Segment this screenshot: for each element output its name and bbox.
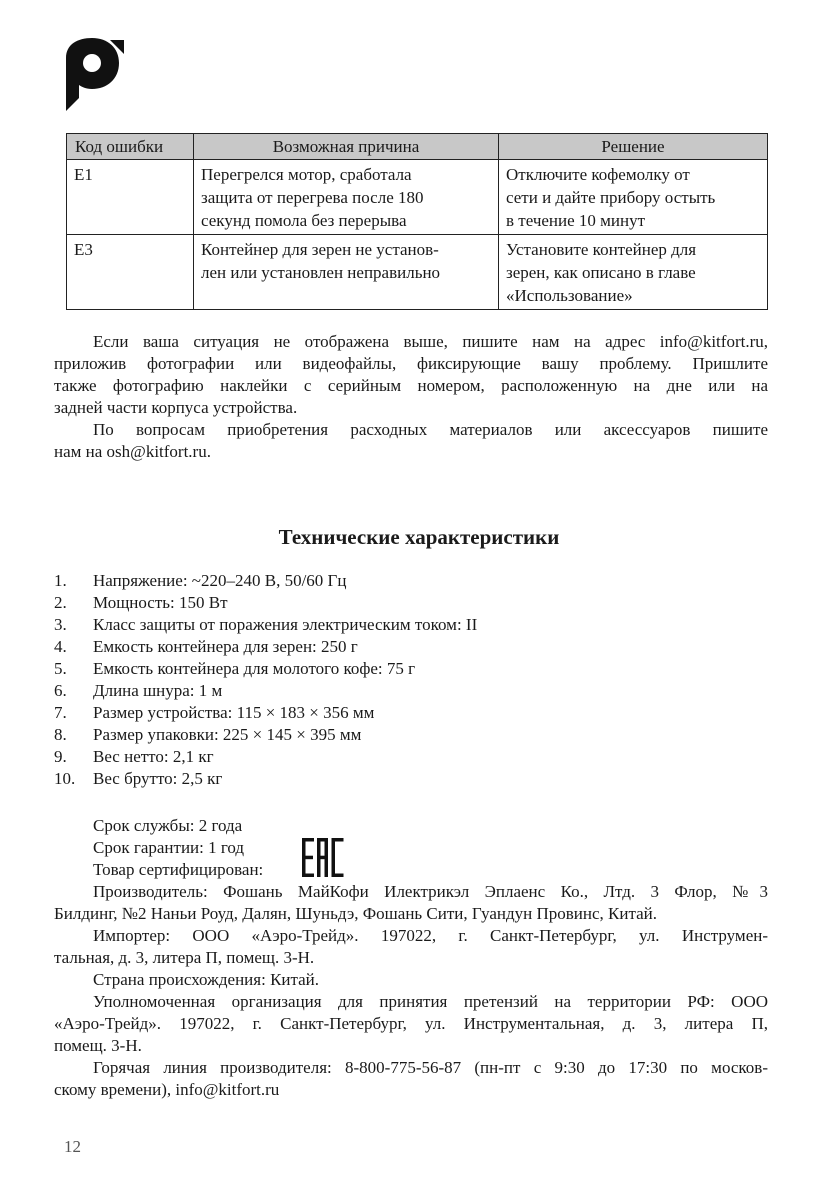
cause-cell: Перегрелся мотор, сработала защита от перегрева после 180 секунд помола без перерыва: [194, 160, 499, 235]
header-solution: Решение: [499, 134, 768, 160]
list-item: 3. Класс защиты от поражения электрическим током: II: [54, 615, 478, 634]
list-item: 1. Напряжение: ~220–240 В, 50/60 Гц: [54, 571, 347, 590]
list-item: 7. Размер устройства: 115 × 183 × 356 мм: [54, 703, 375, 722]
accessories-paragraph: По вопросам приобретения расходных материалов или аксессуаров пишите нам на osh@kitfort.ru.: [54, 420, 768, 461]
authorized-org-paragraph: Уполномоченная организация для принятия претензий на территории РФ: ООО «Аэро-Трейд». 197022, г. Санкт-Петербург, ул. Инструментальная, д. 3, литера П, помещ. 3-Н.: [54, 992, 768, 1055]
service-life: Срок службы: 2 года: [93, 816, 243, 835]
list-item: 6. Длина шнура: 1 м: [54, 681, 223, 700]
country-of-origin: Страна происхождения: Китай.: [93, 970, 320, 989]
importer-paragraph: Импортер: ООО «Аэро-Трейд». 197022, г. Санкт-Петербург, ул. Инструмен- тальная, д. 3, литера П, помещ. 3-Н.: [54, 926, 768, 967]
error-codes-table: [66, 133, 768, 310]
solution-cell: Отключите кофемолку от сети и дайте прибору остыть в течение 10 минут: [499, 160, 768, 235]
list-item: 2. Мощность: 150 Вт: [54, 593, 228, 612]
page-number: 12: [64, 1137, 81, 1156]
list-item: 8. Размер упаковки: 225 × 145 × 395 мм: [54, 725, 362, 744]
solution-cell: Установите контейнер для зерен, как описано в главе «Использование»: [499, 235, 768, 310]
list-item: 10. Вес брутто: 2,5 кг: [54, 769, 223, 788]
table-row: [67, 160, 768, 235]
eac-mark-icon: [302, 838, 344, 877]
error-code-cell: E3: [67, 235, 194, 310]
specs-list: [54, 570, 477, 790]
table-row: [67, 235, 768, 310]
hotline-paragraph: Горячая линия производителя: 8-800-775-56-87 (пн-пт с 9:30 до 17:30 по москов- скому времени), info@kitfort.ru: [54, 1058, 768, 1099]
list-item: 9. Вес нетто: 2,1 кг: [54, 747, 214, 766]
specs-title: Технические характеристики: [278, 525, 560, 549]
header-error-code: Код ошибки: [67, 134, 194, 160]
manufacturer-paragraph: Производитель: Фошань МайКофи Илектрикэл Эплаенс Ко., Лтд. 3 Флор, №3 Билдинг, №2 Наньи Роуд, Далян, Шуньдэ, Фошань Сити, Гуандун Провинс, Китай.: [54, 882, 768, 923]
error-code-cell: E1: [67, 160, 194, 235]
header-possible-cause: Возможная причина: [194, 134, 499, 160]
kitfort-logo-icon: [64, 36, 124, 114]
cause-cell: Контейнер для зерен не установ- лен или установлен неправильно: [194, 235, 499, 310]
table-header-row: [67, 134, 768, 160]
list-item: 5. Емкость контейнера для молотого кофе: 75 г: [54, 659, 416, 678]
contact-paragraph: Если ваша ситуация не отображена выше, пишите нам на адрес info@kitfort.ru, приложив фотографии или видеофайлы, фиксирующие вашу проблему. Пришлите также фотографию наклейки с серийным номером, расположенную на дне или на задней части корпуса устройства.: [54, 332, 768, 417]
list-item: 4. Емкость контейнера для зерен: 250 г: [54, 637, 358, 656]
warranty: Срок гарантии: 1 год: [93, 838, 245, 857]
certification-label: Товар сертифицирован:: [93, 860, 264, 879]
